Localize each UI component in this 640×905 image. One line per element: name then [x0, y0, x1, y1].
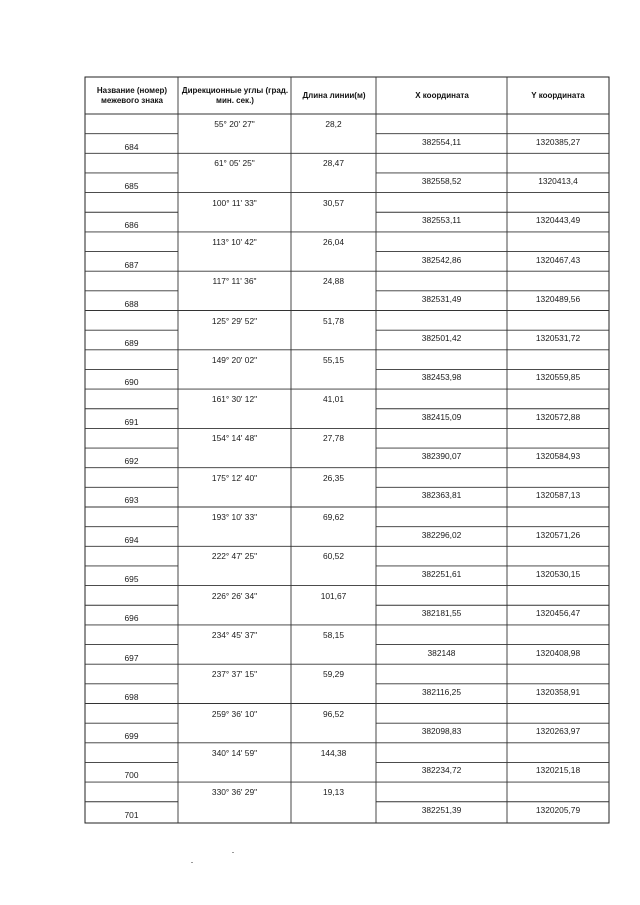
- direction-angle: 55° 20' 27": [214, 119, 255, 129]
- direction-angle: 330° 36' 29": [211, 787, 258, 798]
- line-length: 144,38: [320, 747, 347, 758]
- direction-angle: 237° 37' 15": [211, 669, 258, 680]
- y-coordinate: 1320571,26: [535, 529, 581, 540]
- y-coordinate: 1320205,79: [535, 804, 581, 815]
- x-coordinate: 382148: [427, 647, 456, 658]
- y-coordinate: 1320413,4: [538, 175, 578, 186]
- boundary-mark-number: 691: [124, 416, 139, 427]
- line-length: 96,52: [323, 708, 344, 719]
- line-length: 28,47: [323, 158, 344, 169]
- header-name: Название (номер) межевого знака: [96, 85, 168, 105]
- line-length: 59,29: [323, 669, 344, 680]
- y-coordinate: 1320263,97: [535, 726, 581, 737]
- y-coordinate: 1320385,27: [535, 136, 581, 147]
- y-coordinate: 1320530,15: [535, 568, 581, 579]
- direction-angle: 234° 45' 37": [211, 629, 258, 640]
- direction-angle: 340° 14' 59": [211, 747, 258, 758]
- y-coordinate: 1320489,56: [535, 293, 581, 304]
- x-coordinate: 382234,72: [421, 765, 462, 776]
- x-coordinate: 382542,86: [421, 254, 462, 265]
- line-length: 101,67: [320, 590, 347, 601]
- y-coordinate: 1320358,91: [535, 686, 581, 697]
- line-length: 19,13: [323, 787, 344, 798]
- y-coordinate: 1320408,98: [535, 647, 581, 658]
- boundary-mark-number: 689: [124, 338, 139, 349]
- direction-angle: 100° 11' 33": [212, 197, 257, 208]
- boundary-mark-number: 690: [124, 377, 139, 388]
- header-y: Y координата: [531, 90, 585, 100]
- x-coordinate: 382296,02: [421, 529, 462, 540]
- boundary-mark-number: 700: [124, 770, 139, 781]
- x-coordinate: 382415,09: [421, 411, 462, 422]
- line-length: 26,35: [323, 472, 344, 483]
- line-length: 58,15: [323, 629, 344, 640]
- y-coordinate: 1320572,88: [535, 411, 581, 422]
- line-length: 69,62: [323, 512, 344, 522]
- line-length: 28,2: [325, 119, 342, 129]
- direction-angle: 222° 47' 25": [211, 551, 258, 562]
- boundary-mark-number: 694: [124, 534, 139, 545]
- x-coordinate: 382558,52: [421, 175, 462, 186]
- boundary-mark-number: 692: [124, 456, 139, 467]
- direction-angle: 149° 20' 02": [211, 354, 258, 365]
- boundary-mark-number: 699: [124, 731, 139, 742]
- direction-angle: 154° 14' 48": [211, 433, 258, 444]
- x-coordinate: 382181,55: [421, 608, 462, 619]
- scan-speck: [232, 852, 234, 853]
- x-coordinate: 382251,61: [421, 568, 462, 579]
- x-coordinate: 382501,42: [421, 333, 462, 344]
- boundary-mark-number: 696: [124, 613, 139, 624]
- y-coordinate: 1320467,43: [535, 254, 581, 265]
- boundary-mark-number: 687: [124, 259, 139, 270]
- x-coordinate: 382554,11: [422, 136, 461, 147]
- scan-speck: [191, 862, 193, 863]
- direction-angle: 61° 05' 25": [214, 158, 255, 169]
- boundary-mark-number: 693: [124, 495, 139, 506]
- x-coordinate: 382531,49: [421, 293, 462, 304]
- y-coordinate: 1320456,47: [535, 608, 581, 619]
- direction-angle: 125° 29' 52": [211, 315, 258, 326]
- line-length: 41,01: [323, 394, 344, 405]
- boundary-mark-number: 688: [124, 298, 139, 309]
- y-coordinate: 1320584,93: [535, 451, 581, 462]
- direction-angle: 113° 10' 42": [212, 236, 257, 247]
- x-coordinate: 382453,98: [421, 372, 462, 383]
- direction-angle: 161° 30' 12": [211, 394, 258, 405]
- boundary-mark-number: 684: [124, 141, 139, 152]
- x-coordinate: 382363,81: [421, 490, 462, 501]
- x-coordinate: 382390,07: [421, 451, 462, 462]
- x-coordinate: 382251,39: [421, 804, 462, 815]
- y-coordinate: 1320587,13: [535, 490, 581, 501]
- x-coordinate: 382553,11: [422, 215, 461, 226]
- boundary-mark-number: 698: [124, 691, 139, 702]
- direction-angle: 226° 26' 34": [211, 590, 258, 601]
- boundary-mark-number: 685: [124, 180, 139, 191]
- line-length: 27,78: [323, 433, 344, 444]
- direction-angle: 259° 36' 10": [211, 708, 258, 719]
- y-coordinate: 1320559,85: [535, 372, 581, 383]
- direction-angle: 193° 10' 33": [211, 512, 258, 522]
- line-length: 55,15: [323, 354, 344, 365]
- line-length: 24,88: [323, 276, 344, 287]
- direction-angle: 117° 11' 36": [212, 276, 257, 287]
- y-coordinate: 1320531,72: [535, 333, 581, 344]
- line-length: 60,52: [323, 551, 344, 562]
- boundary-mark-number: 686: [124, 220, 139, 231]
- header-x: X координата: [415, 90, 469, 100]
- x-coordinate: 382116,25: [422, 686, 461, 697]
- line-length: 26,04: [323, 236, 344, 247]
- header-length: Длина линии(м): [302, 90, 366, 100]
- y-coordinate: 1320443,49: [535, 215, 581, 226]
- boundary-mark-number: 701: [124, 809, 139, 820]
- direction-angle: 175° 12' 40": [211, 472, 258, 483]
- boundary-mark-number: 697: [124, 652, 139, 663]
- line-length: 30,57: [323, 197, 344, 208]
- boundary-mark-number: 695: [124, 573, 139, 584]
- y-coordinate: 1320215,18: [535, 765, 581, 776]
- line-length: 51,78: [323, 315, 344, 326]
- header-angle: Дирекционные углы (град. мин. сек.): [181, 85, 289, 105]
- x-coordinate: 382098,83: [421, 726, 462, 737]
